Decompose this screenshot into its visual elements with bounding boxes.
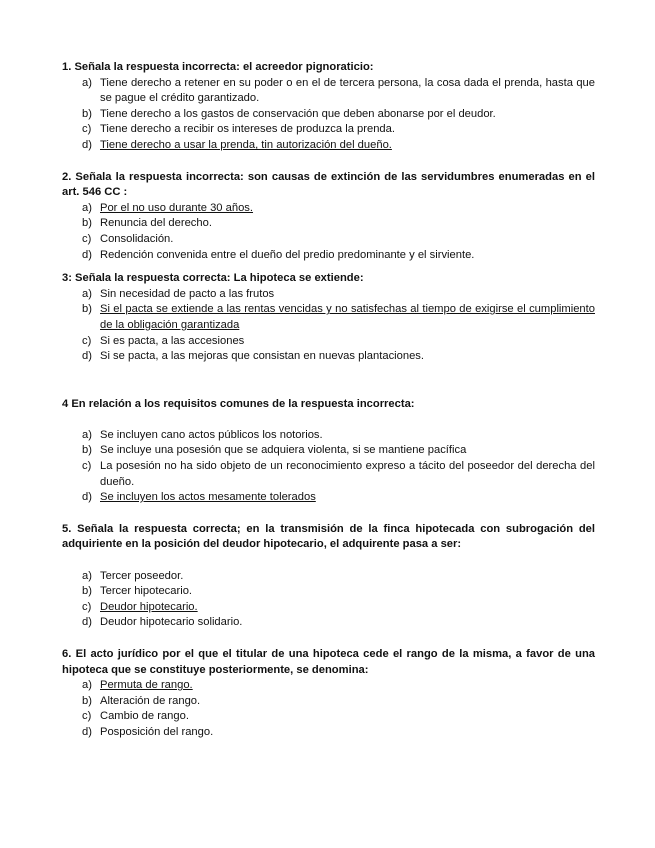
question-6-option-a <box>62 678 595 694</box>
question-4 <box>62 397 595 506</box>
question-3-text: 3: Señala la respuesta correcta: La hipoteca se extiende: <box>62 272 364 285</box>
question-1-options <box>62 76 595 154</box>
option-text: Si se pacta, a las mejoras que consistan en nuevas plantaciones. <box>100 350 425 363</box>
option-text-answer: Permuta de rango. <box>100 679 193 692</box>
question-4-option-a <box>62 428 595 444</box>
question-5-option-b <box>62 584 595 600</box>
question-6 <box>62 647 595 741</box>
question-2-option-a <box>62 201 595 217</box>
question-2-text: 2. Señala la respuesta incorrecta: son causas de extinción de las servidumbres enumeradas en el art. 546 CC : <box>62 170 595 199</box>
question-4-option-b <box>62 443 595 459</box>
option-text-answer: Se incluyen los actos mesamente tolerados <box>100 491 316 504</box>
question-3-option-d <box>62 349 595 365</box>
option-letter: c) <box>82 710 92 723</box>
question-4-options <box>62 428 595 506</box>
spacer <box>62 412 595 428</box>
option-text: Tiene derecho a recibir os intereses de produzca la prenda. <box>100 123 395 136</box>
question-2 <box>62 170 595 264</box>
question-4-text: 4 En relación a los requisitos comunes de la respuesta incorrecta: <box>62 397 415 410</box>
option-letter: b) <box>82 444 92 457</box>
option-letter: d) <box>82 616 92 629</box>
option-letter: a) <box>82 76 92 89</box>
option-text: Se incluye una posesión que se adquiera violenta, si se mantiene pacífica <box>100 444 467 457</box>
option-text: Tiene derecho a los gastos de conservación que deben abonarse por el deudor. <box>100 107 496 120</box>
option-letter: c) <box>82 460 92 473</box>
question-6-option-c <box>62 709 595 725</box>
option-letter: c) <box>82 600 92 613</box>
option-text: Sin necesidad de pacto a las frutos <box>100 287 275 300</box>
question-6-text: 6. El acto jurídico por el que el titular de una hipoteca cede el rango de la misma, a favor de una hipoteca que se constituye posteriormente, se denomina: <box>62 648 595 676</box>
question-2-option-d <box>62 248 595 264</box>
question-1-option-a <box>62 76 595 107</box>
option-letter: a) <box>82 428 92 441</box>
question-1-text: 1. Señala la respuesta incorrecta: el acreedor pignoraticio: <box>62 61 374 73</box>
option-letter: d) <box>82 248 92 261</box>
question-3-option-a <box>62 287 595 303</box>
question-2-option-b <box>62 216 595 232</box>
option-letter: a) <box>82 569 92 582</box>
question-3-option-c <box>62 334 595 350</box>
option-letter: d) <box>82 350 92 363</box>
option-letter: d) <box>82 725 92 738</box>
question-1-option-c <box>62 122 595 138</box>
option-text: Consolidación. <box>100 232 174 245</box>
option-letter: a) <box>82 201 92 214</box>
option-letter: b) <box>82 217 92 230</box>
option-text: Tercer poseedor. <box>100 569 184 582</box>
option-letter: c) <box>82 334 92 347</box>
question-6-options <box>62 678 595 740</box>
option-letter: b) <box>82 303 92 316</box>
option-text-answer: Si el pacta se extiende a las rentas vencidas y no satisfechas al tiempo de exigirse el cumplimiento de la obligación garantizada <box>100 303 595 331</box>
option-text: Se incluyen cano actos públicos los notorios. <box>100 428 323 441</box>
option-text: Renuncia del derecho. <box>100 217 212 230</box>
option-letter: c) <box>82 232 92 245</box>
option-text-answer: Tiene derecho a usar la prenda, tin autorización del dueño. <box>100 138 392 151</box>
question-3-options <box>62 287 595 365</box>
option-text: Posposición del rango. <box>100 725 214 738</box>
question-1 <box>62 60 595 154</box>
question-5-option-c <box>62 600 595 616</box>
question-3-option-b <box>62 302 595 333</box>
question-5-options <box>62 569 595 631</box>
option-text: Tercer hipotecario. <box>100 585 193 598</box>
option-letter: b) <box>82 107 92 120</box>
option-text: Cambio de rango. <box>100 710 189 723</box>
option-text-answer: Por el no uso durante 30 años. <box>100 201 254 214</box>
option-text: Tiene derecho a retener en su poder o en el de tercera persona, la cosa dada el prenda, hasta que se pague el crédito garantizado. <box>100 76 595 105</box>
question-5-option-a <box>62 569 595 585</box>
option-text: Redención convenida entre el dueño del predio predominante y el sirviente. <box>100 248 475 261</box>
option-letter: b) <box>82 694 92 707</box>
question-6-option-d <box>62 725 595 741</box>
question-5 <box>62 522 595 631</box>
question-4-option-c <box>62 459 595 490</box>
spacer <box>62 553 595 569</box>
option-letter: d) <box>82 491 92 504</box>
question-4-option-d <box>62 490 595 506</box>
question-6-option-b <box>62 694 595 710</box>
option-text: Si es pacta, a las accesiones <box>100 334 245 347</box>
question-3 <box>62 271 595 365</box>
question-5-option-d <box>62 615 595 631</box>
question-1-option-d <box>62 138 595 154</box>
option-text: Alteración de rango. <box>100 694 201 707</box>
question-1-option-b <box>62 107 595 123</box>
option-letter: a) <box>82 287 92 300</box>
question-2-options <box>62 201 595 263</box>
option-letter: c) <box>82 123 92 136</box>
question-5-text: 5. Señala la respuesta correcta; en la transmisión de la finca hipotecada con subrogación del adquiriente en la posición del deudor hipotecario, el adquirente pasa a ser: <box>62 522 595 551</box>
option-letter: a) <box>82 679 92 692</box>
option-letter: b) <box>82 585 92 598</box>
option-text-answer: Deudor hipotecario. <box>100 600 198 613</box>
question-2-option-c <box>62 232 595 248</box>
option-letter: d) <box>82 138 92 151</box>
option-text: Deudor hipotecario solidario. <box>100 616 243 629</box>
option-text: La posesión no ha sido objeto de un reconocimiento expreso a tácito del poseedor del derecha del dueño. <box>100 460 595 488</box>
